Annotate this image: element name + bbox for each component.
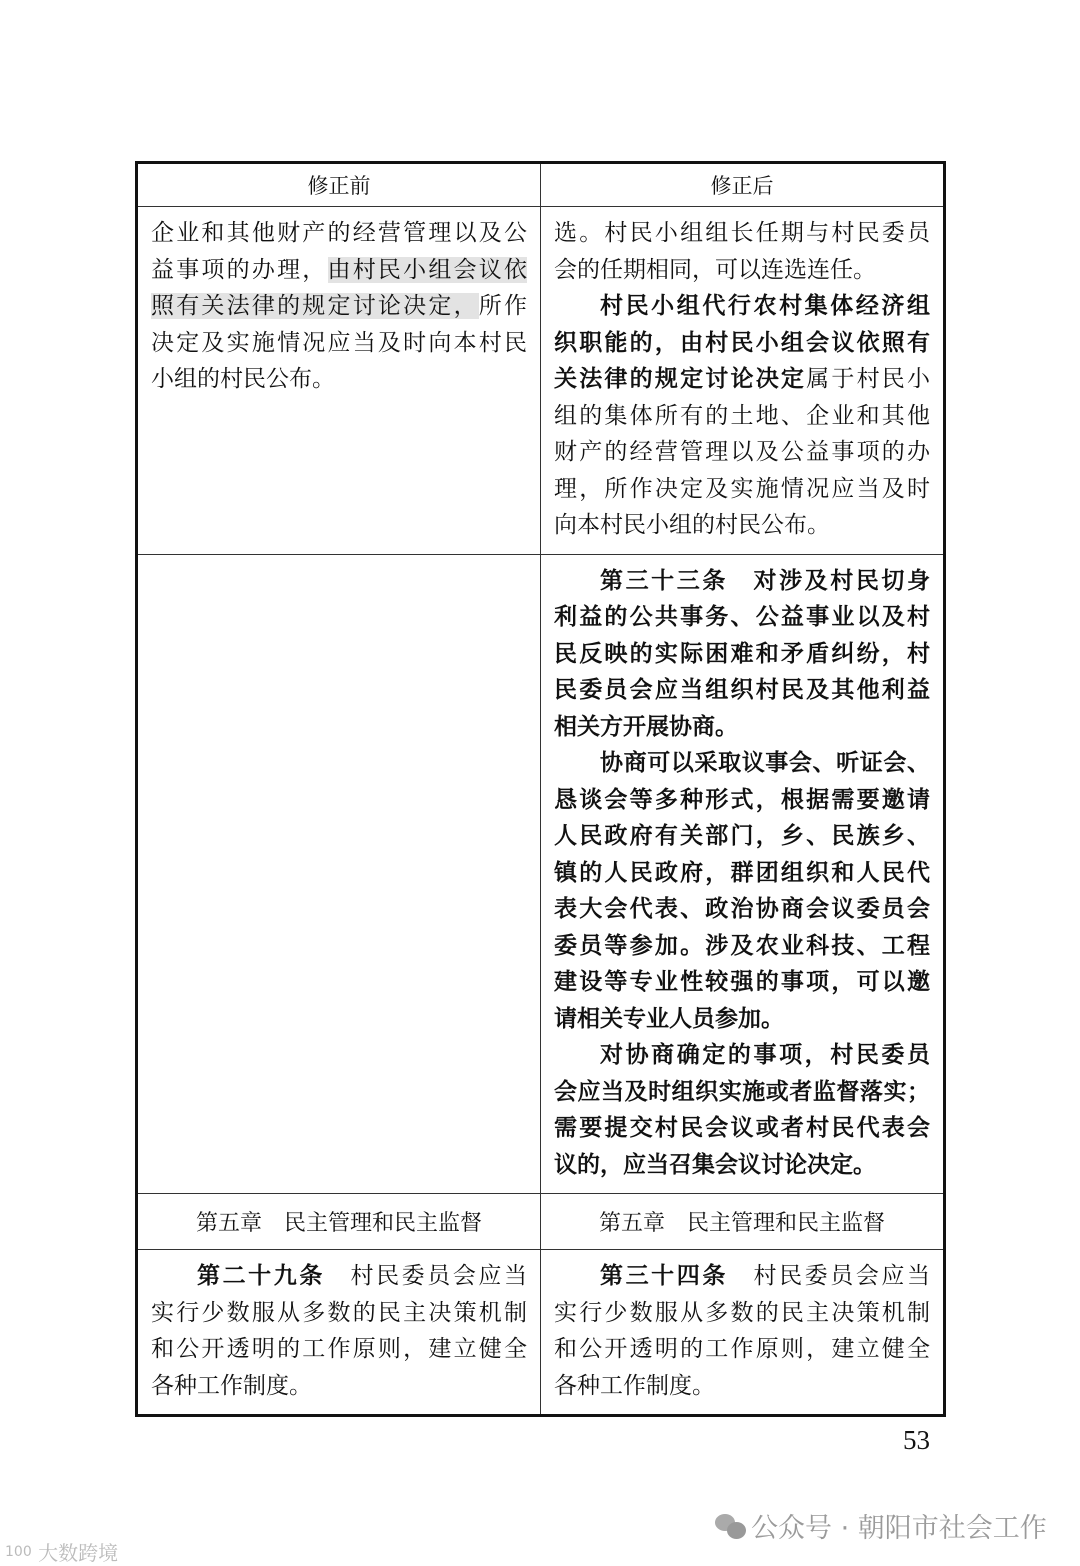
text-line	[554, 1147, 930, 1184]
text-line	[554, 1037, 930, 1074]
text-segment: 请相关专业人员参加。	[554, 1005, 784, 1032]
text-segment: 和公开透明的工作原则，建立健全	[554, 1336, 930, 1362]
text-segment: 财产的经营管理以及公益事项的办	[554, 439, 930, 465]
text-segment: 利益的公共事务、公益事业以及村	[554, 604, 930, 630]
text-segment: 第二十九条	[197, 1263, 325, 1289]
text-segment: 小组的村民公布。	[151, 366, 335, 392]
text-segment: 镇的人民政府，群团组织和人民代	[554, 859, 930, 886]
cell-after	[541, 1250, 945, 1416]
text-segment: 各种工作制度。	[554, 1372, 715, 1399]
text-segment: 第三十三条 对涉及村民切身	[600, 567, 930, 594]
watermark-logo-mark: 100	[5, 1544, 32, 1560]
page-number: 53	[903, 1425, 930, 1455]
text-segment: 恳谈会等多种形式，根据需要邀请	[554, 786, 930, 813]
text-segment: 民反映的实际困难和矛盾纠纷，村	[554, 640, 930, 667]
watermark-account	[715, 1506, 1047, 1545]
text-segment: 决定及实施情况应当及时向本村民	[151, 329, 527, 356]
header-row	[137, 163, 945, 207]
text-line	[554, 855, 930, 892]
cell-after	[541, 207, 945, 555]
watermark-logo	[5, 1537, 118, 1566]
text-segment: 组的集体所有的土地、企业和其他	[554, 402, 930, 429]
cell-before	[137, 207, 541, 555]
text-segment: 民委员会应当组织村民及其他利益	[554, 677, 930, 703]
text-segment: 企业和其他财产的经营管理以及公	[151, 220, 527, 246]
text-line	[554, 325, 930, 362]
text-segment: 第三十四条	[600, 1263, 728, 1289]
text-segment: 议的，应当召集会议讨论决定。	[554, 1151, 876, 1178]
text-line	[151, 215, 527, 252]
header-after: 修正后	[541, 163, 945, 207]
text-segment: 实行少数服从多数的民主决策机制	[151, 1299, 527, 1326]
text-line	[554, 1368, 930, 1405]
text-line	[554, 709, 930, 746]
text-line	[554, 782, 930, 819]
text-line	[554, 1295, 930, 1332]
text-line	[554, 1074, 930, 1111]
text-segment: 理，所作决定及实施情况应当及时	[554, 475, 930, 502]
text-segment: 益事项的办理，	[151, 256, 328, 283]
text-line	[554, 471, 930, 508]
text-segment: 选。村民小组组长任期与村民委员	[554, 220, 930, 246]
text-segment: 和公开透明的工作原则，建立健全	[151, 1336, 527, 1362]
text-line	[151, 361, 527, 398]
text-line	[554, 964, 930, 1001]
text-line	[554, 507, 930, 544]
table-row	[137, 207, 945, 555]
highlighted-text: 照有关法律的规定讨论决定，	[151, 293, 479, 319]
text-line	[554, 1001, 930, 1038]
text-line	[151, 252, 527, 289]
text-segment: 关法律的规定讨论决定	[554, 366, 807, 392]
text-line	[554, 288, 930, 325]
text-line	[554, 745, 930, 782]
text-segment: 人民政府有关部门，乡、民族乡、	[554, 823, 930, 849]
text-segment: 向本村民小组的村民公布。	[554, 512, 830, 538]
chapter-before: 第五章 民主管理和民主监督	[137, 1194, 541, 1250]
text-segment: 建设等专业性较强的事项，可以邀	[554, 969, 930, 995]
text-line	[554, 361, 930, 398]
text-segment: 织职能的，由村民小组会议依照有	[554, 329, 930, 356]
text-line	[554, 1110, 930, 1147]
text-line	[554, 215, 930, 252]
header-before: 修正前	[137, 163, 541, 207]
cell-before	[137, 554, 541, 1194]
text-line	[554, 928, 930, 965]
text-segment: 委员等参加。涉及农业科技、工程	[554, 932, 930, 959]
text-segment: 属于村民小	[806, 366, 930, 392]
chapter-after: 第五章 民主管理和民主监督	[541, 1194, 945, 1250]
text-line	[151, 325, 527, 362]
chapter-row	[137, 1194, 945, 1250]
text-segment: 各种工作制度。	[151, 1372, 312, 1399]
text-line	[554, 398, 930, 435]
text-line	[554, 636, 930, 673]
text-segment: 表大会代表、政治协商会议委员会	[554, 896, 930, 922]
table-row	[137, 1250, 945, 1416]
text-line	[554, 1258, 930, 1295]
text-line	[151, 1258, 527, 1295]
text-line	[554, 252, 930, 289]
text-segment: 会的任期相同，可以连选连任。	[554, 256, 876, 283]
watermark-logo-text: 大数跨境	[38, 1541, 119, 1565]
text-segment: 会应当及时组织实施或者监督落实；	[554, 1078, 930, 1105]
text-line	[151, 1331, 527, 1368]
text-line	[151, 288, 527, 325]
table-row	[137, 554, 945, 1194]
text-line	[151, 1368, 527, 1405]
text-line	[554, 818, 930, 855]
text-line	[554, 563, 930, 600]
text-segment: 所作	[478, 293, 527, 319]
text-line	[554, 1331, 930, 1368]
text-line	[554, 434, 930, 471]
wechat-icon	[715, 1514, 747, 1540]
comparison-table	[135, 161, 946, 1417]
text-segment: 村民委员会应当	[324, 1263, 527, 1289]
cell-before	[137, 1250, 541, 1416]
text-segment: 实行少数服从多数的民主决策机制	[554, 1299, 930, 1326]
text-line	[554, 891, 930, 928]
watermark-account-text: 公众号 · 朝阳市社会工作	[751, 1513, 1047, 1544]
text-segment: 需要提交村民会议或者村民代表会	[554, 1115, 930, 1141]
text-line	[554, 672, 930, 709]
text-segment: 协商可以采取议事会、听证会、	[600, 750, 930, 776]
text-segment: 村民小组代行农村集体经济组	[600, 293, 930, 319]
text-segment: 对协商确定的事项，村民委员	[600, 1042, 930, 1068]
text-line	[554, 599, 930, 636]
text-segment: 相关方开展协商。	[554, 713, 738, 740]
cell-after	[541, 554, 945, 1194]
text-line	[151, 1295, 527, 1332]
highlighted-text: 由村民小组会议依	[327, 256, 527, 283]
text-segment: 村民委员会应当	[727, 1263, 930, 1289]
